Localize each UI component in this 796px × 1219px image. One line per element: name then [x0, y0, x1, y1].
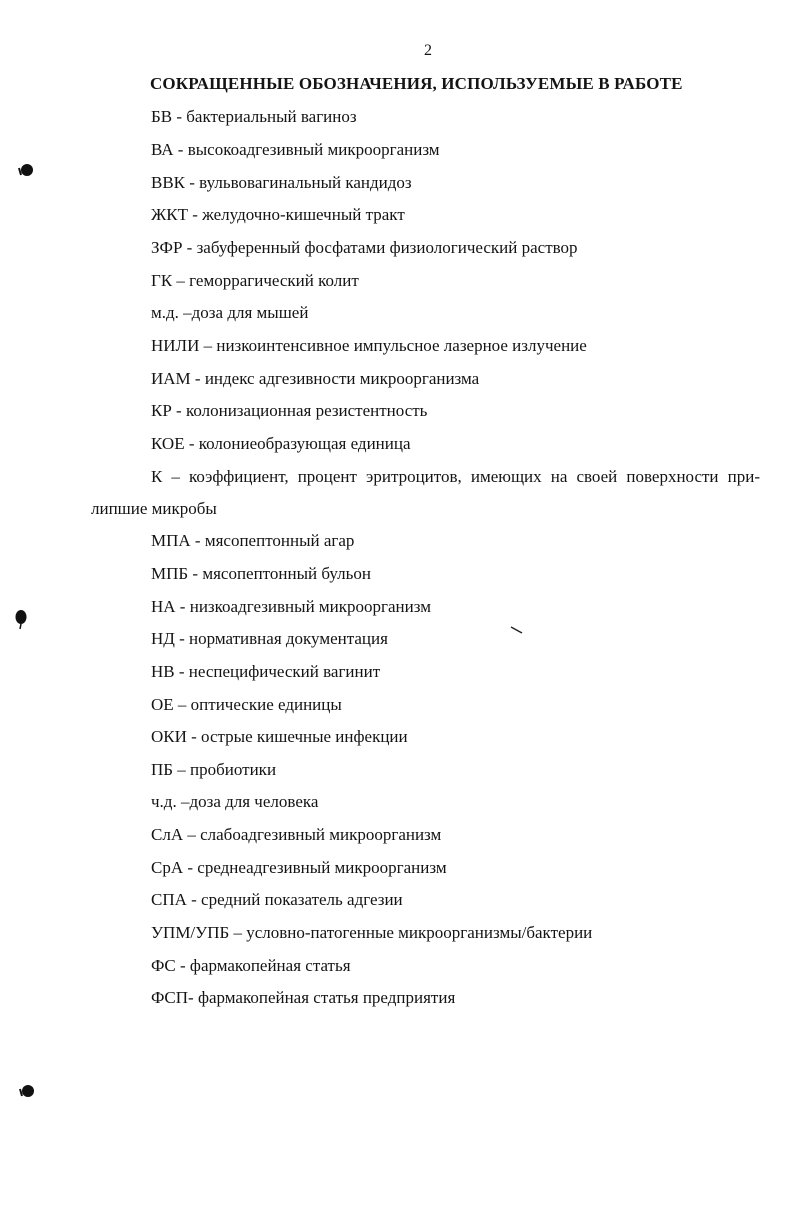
abbreviation-entry: СрА - среднеадгезивный микроорганизм	[151, 858, 447, 877]
abbreviation-entry: ОКИ - острые кишечные инфекции	[151, 727, 408, 746]
abbreviation-entry: ФСП- фармакопейная статья предприятия	[151, 988, 456, 1007]
scan-blot-artifact	[14, 160, 36, 180]
abbreviation-entry: ВА - высокоадгезивный микроорганизм	[151, 140, 440, 159]
abbreviation-entry: КОЕ - колониеобразующая единица	[151, 434, 411, 453]
abbreviation-entry: ИАМ - индекс адгезивности микроорганизма	[151, 369, 480, 388]
page-number: 2	[424, 42, 432, 59]
wrapped-entry-line-1: К – коэффициент, процент эритроцитов, имеющих на своей поверхности при-	[151, 467, 760, 486]
wrapped-entry-line-2: липшие микробы	[91, 499, 217, 518]
abbreviation-entry: ПБ – пробиотики	[151, 760, 277, 779]
abbreviation-entry: ЖКТ - желудочно-кишечный тракт	[151, 205, 405, 224]
abbreviation-entry: КР - колонизационная резистентность	[151, 401, 428, 420]
abbreviation-entry: м.д. –доза для мышей	[151, 303, 309, 322]
scan-blot-artifact	[16, 1082, 38, 1102]
abbreviation-entry: ч.д. –доза для человека	[151, 792, 319, 811]
page-title: СОКРАЩЕННЫЕ ОБОЗНАЧЕНИЯ, ИСПОЛЬЗУЕМЫЕ В РАБОТЕ	[150, 74, 683, 93]
abbreviation-entry: НИЛИ – низкоинтенсивное импульсное лазерное излучение	[151, 336, 587, 355]
abbreviation-entry: НА - низкоадгезивный микроорганизм	[151, 597, 431, 616]
abbreviation-entry: БВ - бактериальный вагиноз	[151, 107, 357, 126]
abbreviation-entry: НВ - неспецифический вагинит	[151, 662, 381, 681]
scan-blot-artifact	[10, 604, 32, 632]
abbreviation-entry: ОЕ – оптические единицы	[151, 695, 342, 714]
abbreviation-entry: ФС - фармакопейная статья	[151, 956, 351, 975]
abbreviation-entry: НД - нормативная документация	[151, 629, 388, 648]
scan-mark-artifact	[508, 624, 526, 636]
abbreviation-entry: МПБ - мясопептонный бульон	[151, 564, 371, 583]
abbreviation-entry: ГК – геморрагический колит	[151, 271, 359, 290]
abbreviation-entry-wrapped	[91, 461, 760, 525]
abbreviation-entry: СлА – слабоадгезивный микроорганизм	[151, 825, 442, 844]
abbreviation-entry: ВВК - вульвовагинальный кандидоз	[151, 173, 412, 192]
abbreviation-entry: УПМ/УПБ – условно-патогенные микроорганизмы/бактерии	[151, 923, 593, 942]
abbreviation-entry: МПА - мясопептонный агар	[151, 531, 355, 550]
abbreviation-entry: СПА - средний показатель адгезии	[151, 890, 403, 909]
abbreviation-entry: ЗФР - забуференный фосфатами физиологический раствор	[151, 238, 578, 257]
